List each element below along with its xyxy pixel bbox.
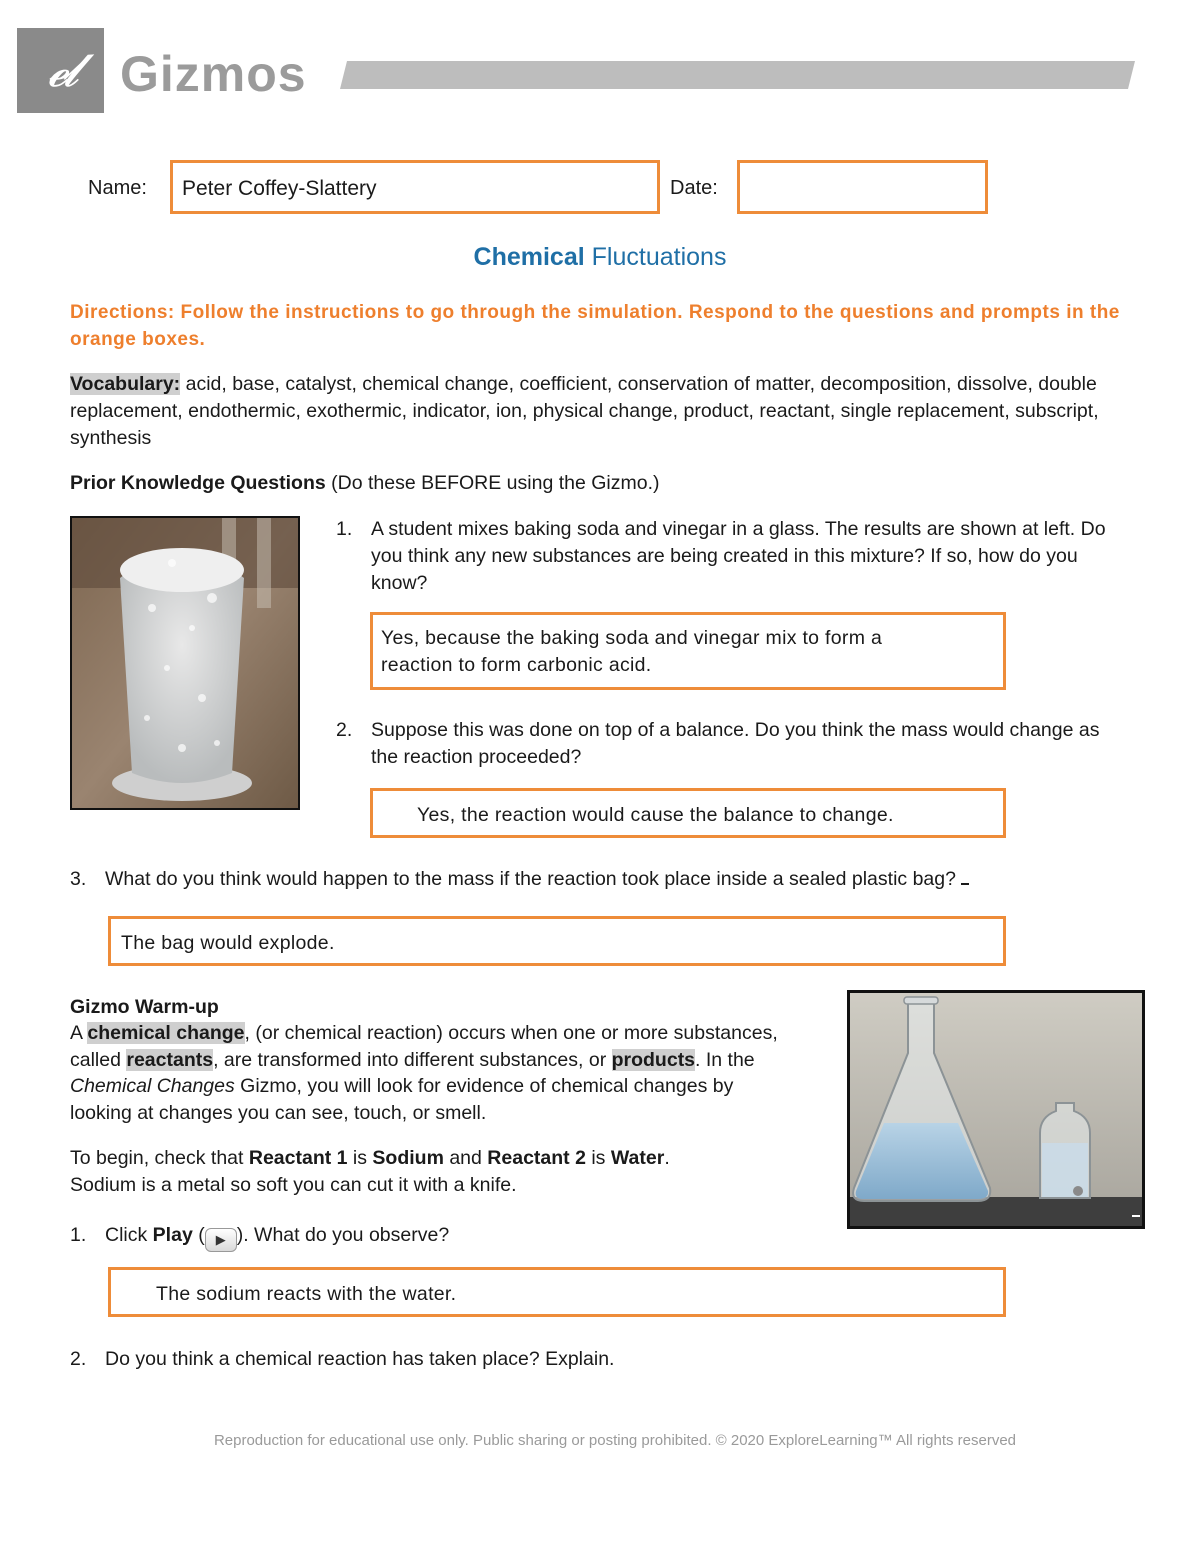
warmup-answer-1-text: The sodium reacts with the water. [156, 1283, 457, 1305]
p1-e: Gizmo, you will look for evidence of chemical changes by looking at changes you can see, touch, or smell. [70, 1075, 734, 1124]
warmup-heading: Gizmo Warm-up [70, 996, 219, 1018]
reactant-1-value: Sodium [372, 1147, 444, 1169]
warmup-paragraph-1 [70, 1020, 798, 1126]
gizmo-simulation-image [847, 990, 1145, 1229]
p1-b: , (or chemical reaction) occurs when one or more substances, called [70, 1022, 778, 1071]
answer-box-3[interactable] [108, 916, 1006, 966]
vocabulary-label: Vocabulary: [70, 373, 181, 395]
p1-c: , are transformed into different substances, or [213, 1048, 612, 1071]
warmup-q1-text [105, 1222, 805, 1252]
p1-d: . In the [695, 1048, 755, 1071]
q1-a: Click [105, 1224, 153, 1246]
directions: Directions: Follow the instructions to go through the simulation. Respond to the questions and prompts in the orange boxes. [70, 302, 1120, 350]
question-2-text: Suppose this was done on top of a balance. Do you think the mass would change as the reaction proceeded? [371, 719, 1100, 768]
prior-knowledge-heading [70, 470, 1130, 497]
title-bold: Chemical [473, 243, 585, 271]
p2-e: . [664, 1147, 670, 1169]
page-title [0, 242, 1200, 272]
date-label: Date: [670, 177, 718, 199]
question-3-text [105, 866, 1065, 893]
answer-2-text: Yes, the reaction would cause the balance to change. [417, 804, 894, 826]
warmup-q1-number: 1. [70, 1224, 87, 1246]
warmup-paragraph-2 [70, 1145, 810, 1199]
p1-a: A [70, 1022, 88, 1044]
warmup-q2-number: 2. [70, 1348, 87, 1370]
footer-copyright: Reproduction for educational use only. Public sharing or posting prohibited. © 2020 ExploreLearning™ All rights reserved [213, 1432, 1017, 1449]
answer-1-text: Yes, because the baking soda and vinegar mix to form a reaction to form carbonic acid. [381, 627, 883, 676]
answer-box-1[interactable] [370, 612, 1006, 690]
name-field[interactable] [170, 160, 660, 214]
p2-b: is [347, 1147, 373, 1169]
q1-c: ). What do you observe? [236, 1224, 450, 1246]
warmup-q2-text: Do you think a chemical reaction has taken place? Explain. [105, 1348, 615, 1370]
question-2-number: 2. [336, 719, 353, 741]
term-reactants: reactants [126, 1048, 214, 1071]
prior-heading-note: (Do these BEFORE using the Gizmo.) [331, 472, 660, 494]
explorelearning-logo-icon: 𝓮𝓵 [47, 43, 74, 97]
reactant-1-label: Reactant 1 [248, 1147, 348, 1169]
baking-soda-vinegar-photo [70, 516, 300, 810]
p2-a: To begin, check that [70, 1147, 249, 1169]
play-button-icon: ▶ [205, 1228, 237, 1252]
brand-name: Gizmos [120, 46, 307, 102]
play-word: Play [152, 1224, 193, 1246]
term-products: products [611, 1048, 696, 1071]
p2-d: is [585, 1147, 611, 1169]
p2-f: Sodium is a metal so soft you can cut it with a knife. [70, 1174, 517, 1196]
gizmo-name: Chemical Changes [70, 1075, 235, 1097]
vocabulary-text: acid, base, catalyst, chemical change, coefficient, conservation of matter, decomposition, dissolve, double replacement, endothermic, exothermic, indicator, ion, physical change, product, reactant, single replacement, subscript, synthesis [70, 373, 1099, 449]
reactant-2-label: Reactant 2 [487, 1147, 586, 1169]
header-bar [340, 61, 1135, 89]
question-1-number: 1. [336, 518, 353, 540]
question-3-prompt: What do you think would happen to the mass if the reaction took place inside a sealed plastic bag? [105, 868, 956, 890]
q1-b: ( [192, 1224, 205, 1246]
title-rest: Fluctuations [591, 243, 727, 271]
question-1-text: A student mixes baking soda and vinegar in a glass. The results are shown at left. Do you think any new substances are being created in this mixture? If so, how do you know? [371, 518, 1106, 594]
question-3-number: 3. [70, 868, 87, 890]
prior-heading-bold: Prior Knowledge Questions [70, 472, 326, 494]
name-label: Name: [88, 177, 147, 199]
date-field[interactable] [737, 160, 988, 214]
answer-3-text: The bag would explode. [121, 932, 335, 954]
p2-c: and [443, 1147, 488, 1169]
answer-box-2[interactable] [370, 788, 1006, 838]
name-value: Peter Coffey-Slattery [182, 177, 377, 200]
warmup-answer-box-1[interactable] [108, 1267, 1006, 1317]
reactant-2-value: Water [610, 1147, 665, 1169]
term-chemical-change: chemical change [87, 1022, 245, 1044]
vocabulary [70, 371, 1130, 452]
question-3-underline [961, 867, 969, 885]
